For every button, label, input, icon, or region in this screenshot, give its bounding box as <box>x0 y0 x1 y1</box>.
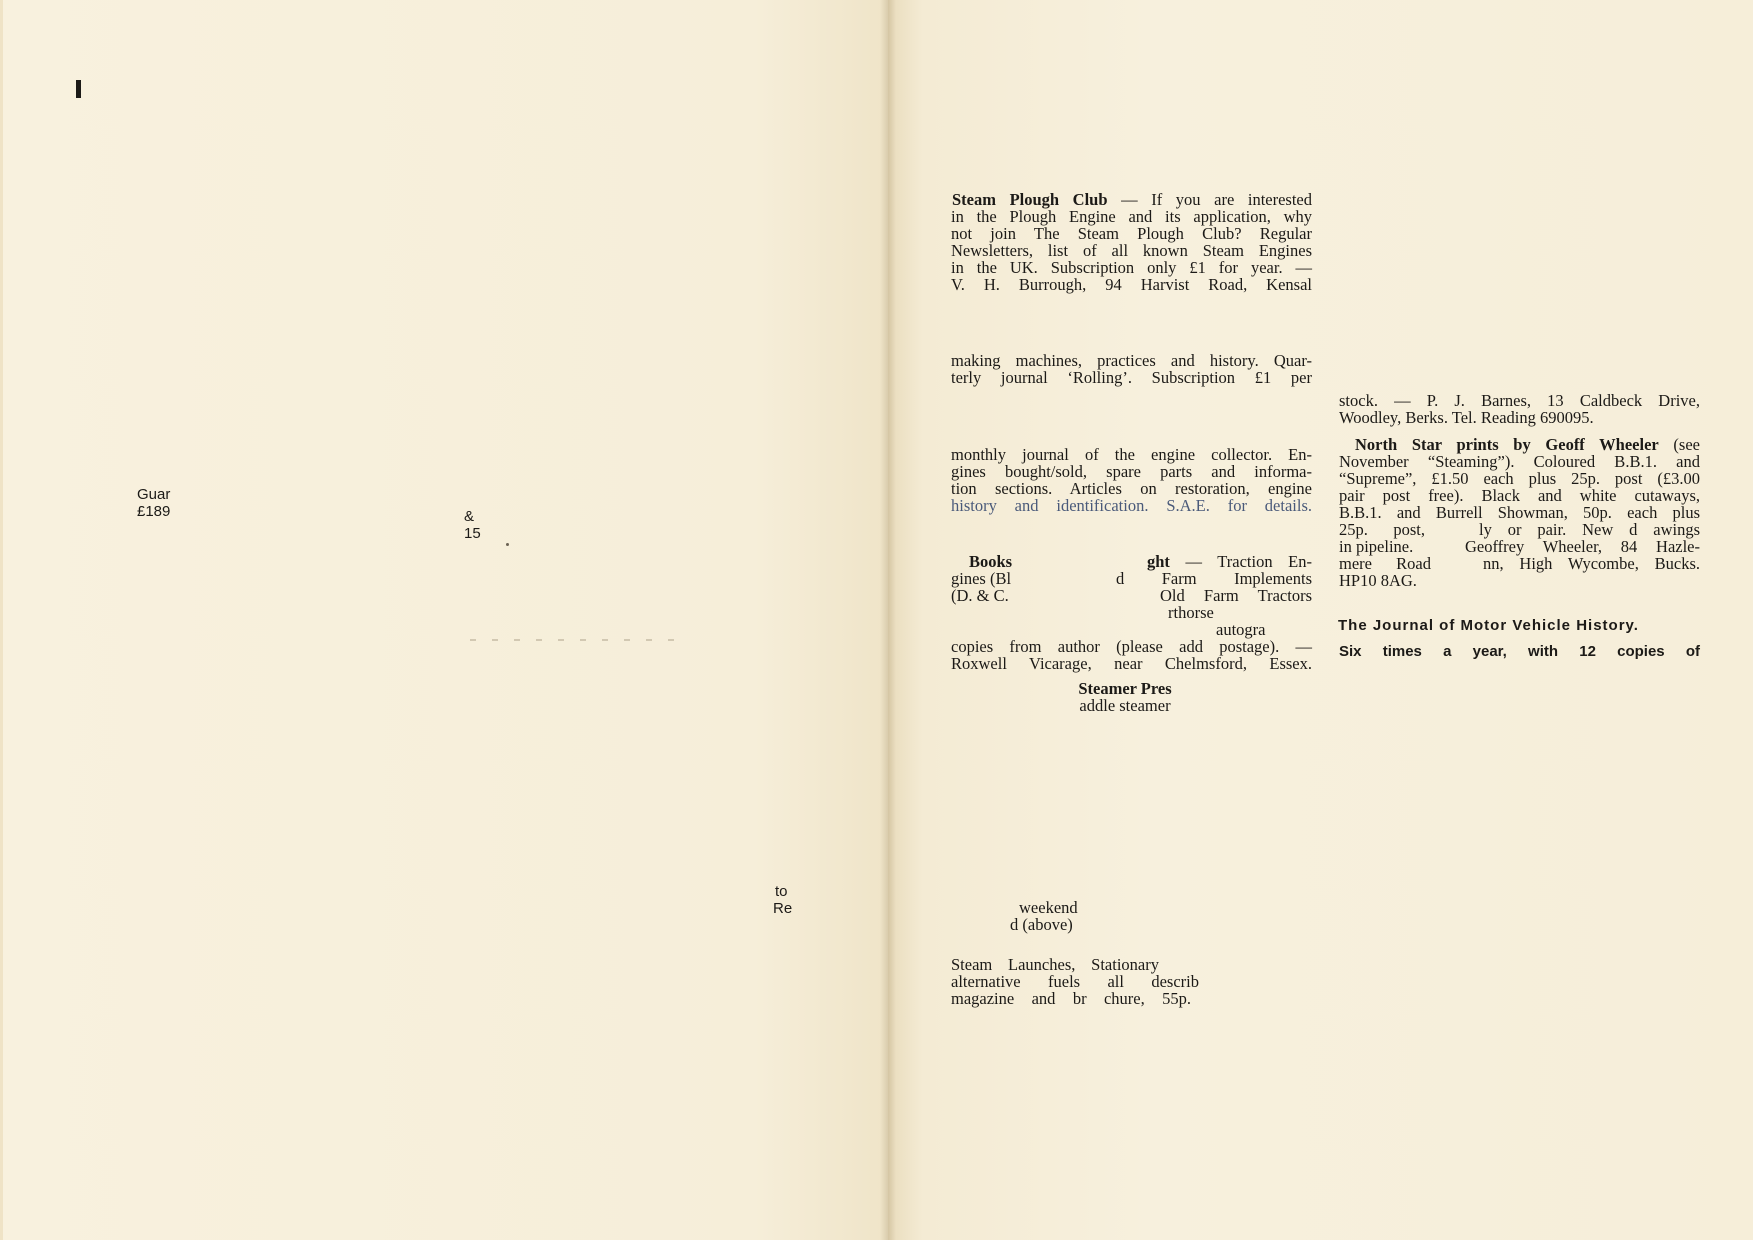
books-right-heading: ght <box>1147 552 1170 571</box>
cut-off-text: The Journal of Motor Vehicle History. <box>1338 617 1639 634</box>
books-right-line: Old Farm Tractors <box>1160 586 1312 605</box>
north-star-line: pair post free). Black and white cutaways, <box>1339 486 1700 505</box>
left-fragment-to: to <box>775 883 788 900</box>
left-fragment-price: £189 <box>137 503 171 520</box>
launches-line: alternative fuels all describ <box>951 972 1199 991</box>
page-edge <box>0 0 3 1240</box>
north-star-line: B.B.1. and Burrell Showman, 50p. each plus <box>1339 503 1700 522</box>
books-tail-line: copies from author (please add postage). — <box>951 637 1312 656</box>
left-fragment-amp: & <box>464 508 475 525</box>
left-fragment-re: Re <box>773 900 793 917</box>
books-right-line: autogra <box>1216 620 1266 639</box>
north-star-split-left: HP10 8AG. <box>1339 571 1417 590</box>
steam-plough-first-rest: — If you are interested <box>1107 190 1313 209</box>
launches-line: magazine and br chure, 55p. <box>951 989 1191 1008</box>
books-right-line: d Farm Implements <box>1116 569 1312 588</box>
left-fragment-15: 15 <box>464 525 481 542</box>
books-right-first <box>1147 553 1312 570</box>
books-tail-line: Roxwell Vicarage, near Chelmsford, Essex. <box>951 654 1312 673</box>
making-line: making machines, practices and history. Quar- <box>951 351 1312 370</box>
north-star-split-right: ly or pair. New d awings <box>1479 520 1700 539</box>
margin-mark <box>76 80 81 98</box>
steam-plough-line: V. H. Burrough, 94 Harvist Road, Kensal <box>951 275 1312 294</box>
monthly-line-last <box>951 497 1312 514</box>
steam-plough-heading: Steam Plough Club <box>952 190 1108 209</box>
north-star-heading: North Star prints by Geoff Wheeler <box>1355 435 1659 454</box>
book-gutter <box>880 0 896 1240</box>
monthly-last-b: S.A.E. for details. <box>1148 496 1312 515</box>
monthly-line: tion sections. Articles on restoration, engine <box>951 479 1312 498</box>
books-right-line: rthorse <box>1168 603 1214 622</box>
cut-off-line <box>1338 617 1700 634</box>
north-star-line: November “Steaming”). Coloured B.B.1. and <box>1339 452 1700 471</box>
books-right-rest: — Traction En- <box>1169 552 1312 571</box>
launches-line: Steam Launches, Stationary <box>951 955 1159 974</box>
north-star-split-left: in pipeline. <box>1339 537 1414 556</box>
north-star-split-left: 25p. post, <box>1339 520 1425 539</box>
steam-plough-line: not join The Steam Plough Club? Regular <box>951 224 1312 243</box>
weekend-line: weekend <box>1019 898 1078 917</box>
making-line: terly journal ‘Rolling’. Subscription £1 per <box>951 368 1312 387</box>
steam-plough-line: in the Plough Engine and its application, why <box>951 207 1312 226</box>
steamer-heading: Steamer Pres <box>1078 679 1172 698</box>
books-heading: Books <box>969 552 1013 571</box>
north-star-split-right: nn, High Wycombe, Bucks. <box>1483 554 1700 573</box>
steam-plough-first-line <box>952 191 1312 208</box>
books-left-line: (D. & C. <box>951 586 1009 605</box>
north-star-line: “Supreme”, £1.50 each plus 25p. post (£3.00 <box>1339 469 1700 488</box>
north-star-first-line <box>1355 436 1700 453</box>
monthly-line: gines bought/sold, spare parts and informa- <box>951 462 1312 481</box>
north-star-split-left: mere Road <box>1339 554 1431 573</box>
books-left-line: gines (Bl <box>951 569 1012 588</box>
stock-line: Woodley, Berks. Tel. Reading 690095. <box>1339 408 1594 427</box>
steam-plough-line: in the UK. Subscription only £1 for year. — <box>951 258 1312 277</box>
steamer-line: addle steamer <box>1079 696 1171 715</box>
north-star-first-rest: (see <box>1658 435 1700 454</box>
monthly-last-a: history and identification. <box>951 496 1149 515</box>
six-times-line: Six times a year, with 12 copies of <box>1339 643 1700 660</box>
faint-rule <box>470 639 680 641</box>
speck <box>506 543 509 546</box>
steam-plough-line: Newsletters, list of all known Steam Engines <box>951 241 1312 260</box>
weekend-line: d (above) <box>1010 915 1073 934</box>
north-star-split-right: Geoffrey Wheeler, 84 Hazle- <box>1465 537 1700 556</box>
monthly-line: monthly journal of the engine collector. En- <box>951 445 1312 464</box>
left-fragment-guar: Guar <box>137 486 171 503</box>
stock-line: stock. — P. J. Barnes, 13 Caldbeck Drive, <box>1339 391 1700 410</box>
